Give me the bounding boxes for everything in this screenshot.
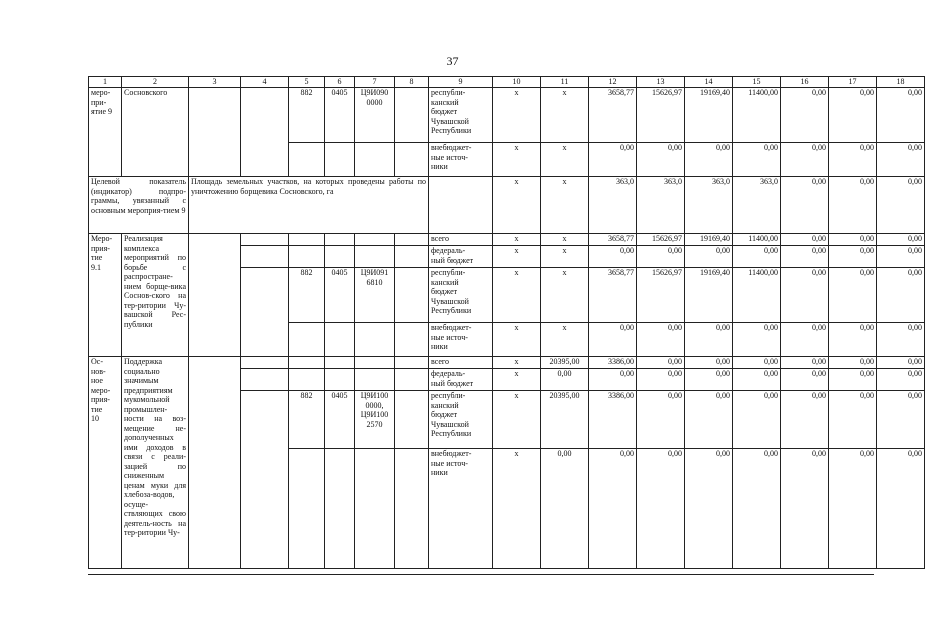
cell-col-12: 0,00 [589, 323, 637, 357]
measure-label: Меро- прия- тие 9.1 [89, 234, 122, 357]
cell-col-16: 0,00 [781, 357, 829, 369]
cell-grbs: 882 [289, 391, 325, 449]
cell-col-11: х [541, 177, 589, 234]
column-header-2: 2 [122, 77, 189, 88]
cell-col-4 [241, 268, 289, 357]
cell-rz [325, 143, 355, 177]
cell-col-13: 15626,97 [637, 234, 685, 246]
cell-col-15: 0,00 [733, 369, 781, 391]
cell-col-17: 0,00 [829, 357, 877, 369]
cell-csr [355, 234, 395, 246]
cell-col-13: 0,00 [637, 357, 685, 369]
cell-col-10: х [493, 369, 541, 391]
column-header-18: 18 [877, 77, 925, 88]
cell-grbs: 882 [289, 268, 325, 323]
column-header-16: 16 [781, 77, 829, 88]
cell-col-10: х [493, 323, 541, 357]
cell-col-10: х [493, 268, 541, 323]
cell-col-11: х [541, 88, 589, 143]
cell-col-14: 0,00 [685, 323, 733, 357]
cell-col-8 [395, 369, 429, 391]
cell-col-18: 0,00 [877, 88, 925, 143]
cell-col-15: 0,00 [733, 357, 781, 369]
cell-col-14: 19169,40 [685, 88, 733, 143]
column-header-14: 14 [685, 77, 733, 88]
cell-col-10: х [493, 143, 541, 177]
cell-source: всего [429, 234, 493, 246]
cell-col-14: 19169,40 [685, 268, 733, 323]
cell-col-4 [241, 357, 289, 369]
column-header-13: 13 [637, 77, 685, 88]
cell-source: внебюджет- ные источ- ники [429, 449, 493, 569]
cell-rz [325, 357, 355, 369]
cell-col-11: х [541, 234, 589, 246]
cell-col-4 [241, 246, 289, 268]
cell-col-14: 0,00 [685, 357, 733, 369]
column-header-5: 5 [289, 77, 325, 88]
cell-col-17: 0,00 [829, 234, 877, 246]
cell-rz [325, 246, 355, 268]
cell-col-10: х [493, 357, 541, 369]
cell-csr [355, 449, 395, 569]
cell-col-16: 0,00 [781, 143, 829, 177]
column-header-6: 6 [325, 77, 355, 88]
cell-source: республи- канский бюджет Чувашской Республики [429, 88, 493, 143]
page-number: 37 [446, 54, 459, 68]
cell-col-17: 0,00 [829, 369, 877, 391]
cell-col-13: 0,00 [637, 369, 685, 391]
table-bottom-rule [88, 574, 874, 575]
target-name: Площадь земельных участков, на которых проведены работы по уничтожению борщевика Сосновского, га [189, 177, 429, 234]
cell-col-15: 11400,00 [733, 268, 781, 323]
cell-col-17: 0,00 [829, 268, 877, 323]
cell-col-11: х [541, 143, 589, 177]
cell-col-18: 0,00 [877, 268, 925, 323]
cell-col-16: 0,00 [781, 88, 829, 143]
cell-col-11: 20395,00 [541, 391, 589, 449]
cell-col-13: 0,00 [637, 246, 685, 268]
cell-col-14: 19169,40 [685, 234, 733, 246]
cell-source [429, 177, 493, 234]
cell-col-14: 0,00 [685, 449, 733, 569]
cell-rz [325, 449, 355, 569]
cell-col-16: 0,00 [781, 391, 829, 449]
measure-name: Реализация комплекса мероприятий по борьбе с распростране-нием борще-вика Соснов-ского на тер-ритории Чу-вашской Рес-публики [122, 234, 189, 357]
measure-name: Сосновского [122, 88, 189, 177]
cell-col-17: 0,00 [829, 246, 877, 268]
cell-col-13: 0,00 [637, 449, 685, 569]
cell-col-10: х [493, 391, 541, 449]
cell-csr [355, 369, 395, 391]
cell-rz [325, 369, 355, 391]
cell-rz: 0405 [325, 391, 355, 449]
cell-col-8 [395, 246, 429, 268]
column-header-11: 11 [541, 77, 589, 88]
column-header-9: 9 [429, 77, 493, 88]
column-header-1: 1 [89, 77, 122, 88]
cell-csr [355, 143, 395, 177]
cell-source: внебюджет- ные источ- ники [429, 143, 493, 177]
cell-source: республи- канский бюджет Чувашской Республики [429, 268, 493, 323]
cell-csr: Ц9И100 0000, Ц9И100 2570 [355, 391, 395, 449]
cell-col-14: 363,0 [685, 177, 733, 234]
cell-rz: 0405 [325, 268, 355, 323]
cell-csr [355, 323, 395, 357]
cell-grbs [289, 449, 325, 569]
cell-col-4 [241, 369, 289, 391]
cell-col-17: 0,00 [829, 323, 877, 357]
cell-col-12: 3386,00 [589, 391, 637, 449]
column-header-10: 10 [493, 77, 541, 88]
cell-col-3 [189, 88, 241, 177]
cell-col-16: 0,00 [781, 369, 829, 391]
cell-col-14: 0,00 [685, 246, 733, 268]
cell-col-12: 3658,77 [589, 88, 637, 143]
cell-col-16: 0,00 [781, 177, 829, 234]
cell-col-12: 3658,77 [589, 234, 637, 246]
cell-col-17: 0,00 [829, 143, 877, 177]
cell-col-18: 0,00 [877, 143, 925, 177]
cell-source: федераль- ный бюджет [429, 369, 493, 391]
column-header-7: 7 [355, 77, 395, 88]
cell-col-13: 15626,97 [637, 268, 685, 323]
cell-col-12: 0,00 [589, 449, 637, 569]
cell-csr [355, 357, 395, 369]
cell-col-8 [395, 323, 429, 357]
cell-col-13: 0,00 [637, 391, 685, 449]
cell-col-18: 0,00 [877, 323, 925, 357]
cell-csr: Ц9И090 0000 [355, 88, 395, 143]
cell-col-3 [189, 234, 241, 357]
column-header-8: 8 [395, 77, 429, 88]
cell-col-18: 0,00 [877, 357, 925, 369]
cell-col-16: 0,00 [781, 323, 829, 357]
cell-col-10: х [493, 246, 541, 268]
cell-source: внебюджет- ные источ- ники [429, 323, 493, 357]
column-header-15: 15 [733, 77, 781, 88]
cell-col-17: 0,00 [829, 177, 877, 234]
measure9-row-rb [89, 88, 925, 143]
cell-col-18: 0,00 [877, 391, 925, 449]
cell-col-18: 0,00 [877, 234, 925, 246]
cell-col-8 [395, 391, 429, 449]
cell-csr: Ц9И091 6810 [355, 268, 395, 323]
cell-col-15: 11400,00 [733, 88, 781, 143]
cell-col-8 [395, 234, 429, 246]
cell-col-16: 0,00 [781, 268, 829, 323]
cell-col-8 [395, 357, 429, 369]
cell-col-10: х [493, 88, 541, 143]
target9-row [89, 177, 925, 234]
measure91-row-total [89, 234, 925, 246]
cell-col-8 [395, 88, 429, 143]
cell-col-15: 0,00 [733, 323, 781, 357]
cell-col-14: 0,00 [685, 143, 733, 177]
cell-grbs [289, 357, 325, 369]
measure-label: меро- при- ятие 9 [89, 88, 122, 177]
cell-col-18: 0,00 [877, 449, 925, 569]
cell-col-11: х [541, 323, 589, 357]
cell-col-13: 363,0 [637, 177, 685, 234]
cell-grbs [289, 246, 325, 268]
cell-col-8 [395, 143, 429, 177]
cell-col-15: 0,00 [733, 449, 781, 569]
cell-col-17: 0,00 [829, 391, 877, 449]
cell-col-15: 0,00 [733, 143, 781, 177]
cell-col-10: х [493, 234, 541, 246]
cell-source: всего [429, 357, 493, 369]
cell-col-3 [189, 357, 241, 569]
cell-source: федераль- ный бюджет [429, 246, 493, 268]
cell-col-10: х [493, 177, 541, 234]
cell-grbs [289, 143, 325, 177]
measure-label: Ос- нов- ное меро- прия- тие 10 [89, 357, 122, 569]
cell-col-17: 0,00 [829, 449, 877, 569]
measure10-row-total [89, 357, 925, 369]
cell-col-10: х [493, 449, 541, 569]
cell-col-4 [241, 391, 289, 569]
cell-col-12: 3658,77 [589, 268, 637, 323]
cell-col-18: 0,00 [877, 177, 925, 234]
cell-col-18: 0,00 [877, 246, 925, 268]
cell-col-13: 0,00 [637, 323, 685, 357]
cell-col-17: 0,00 [829, 88, 877, 143]
cell-col-15: 363,0 [733, 177, 781, 234]
cell-col-16: 0,00 [781, 246, 829, 268]
cell-col-13: 15626,97 [637, 88, 685, 143]
cell-source: республи- канский бюджет Чувашской Республики [429, 391, 493, 449]
cell-col-13: 0,00 [637, 143, 685, 177]
cell-col-12: 3386,00 [589, 357, 637, 369]
cell-col-11: 0,00 [541, 449, 589, 569]
cell-col-14: 0,00 [685, 369, 733, 391]
cell-grbs: 882 [289, 88, 325, 143]
cell-col-8 [395, 449, 429, 569]
cell-col-12: 363,0 [589, 177, 637, 234]
cell-grbs [289, 369, 325, 391]
cell-col-11: х [541, 246, 589, 268]
cell-rz [325, 234, 355, 246]
cell-col-15: 0,00 [733, 246, 781, 268]
cell-grbs [289, 234, 325, 246]
cell-col-12: 0,00 [589, 143, 637, 177]
column-header-4: 4 [241, 77, 289, 88]
cell-col-14: 0,00 [685, 391, 733, 449]
cell-col-16: 0,00 [781, 449, 829, 569]
column-number-row [89, 77, 925, 88]
cell-csr [355, 246, 395, 268]
cell-col-16: 0,00 [781, 234, 829, 246]
cell-rz [325, 323, 355, 357]
cell-col-11: х [541, 268, 589, 323]
budget-table [88, 76, 925, 569]
column-header-12: 12 [589, 77, 637, 88]
cell-col-12: 0,00 [589, 369, 637, 391]
measure-name: Поддержка социально значимым предприятиям мукомольной промышлен-ности на воз-мещение не-дополученных ими доходов в связи с реали-зацией по сниженным ценам муки для хлебоза-водов, осуще-ствляющих свою деятель-ность на тер-ритории Чу- [122, 357, 189, 569]
cell-grbs [289, 323, 325, 357]
cell-col-4 [241, 88, 289, 177]
cell-col-8 [395, 268, 429, 323]
cell-col-4 [241, 234, 289, 246]
cell-col-11: 0,00 [541, 369, 589, 391]
cell-col-15: 11400,00 [733, 234, 781, 246]
cell-col-18: 0,00 [877, 369, 925, 391]
cell-col-12: 0,00 [589, 246, 637, 268]
cell-col-15: 0,00 [733, 391, 781, 449]
column-header-3: 3 [189, 77, 241, 88]
column-header-17: 17 [829, 77, 877, 88]
cell-col-11: 20395,00 [541, 357, 589, 369]
target-label: Целевой показатель (индикатор) подпро-граммы, увязанный с основным мероприя-тием 9 [89, 177, 189, 234]
cell-rz: 0405 [325, 88, 355, 143]
